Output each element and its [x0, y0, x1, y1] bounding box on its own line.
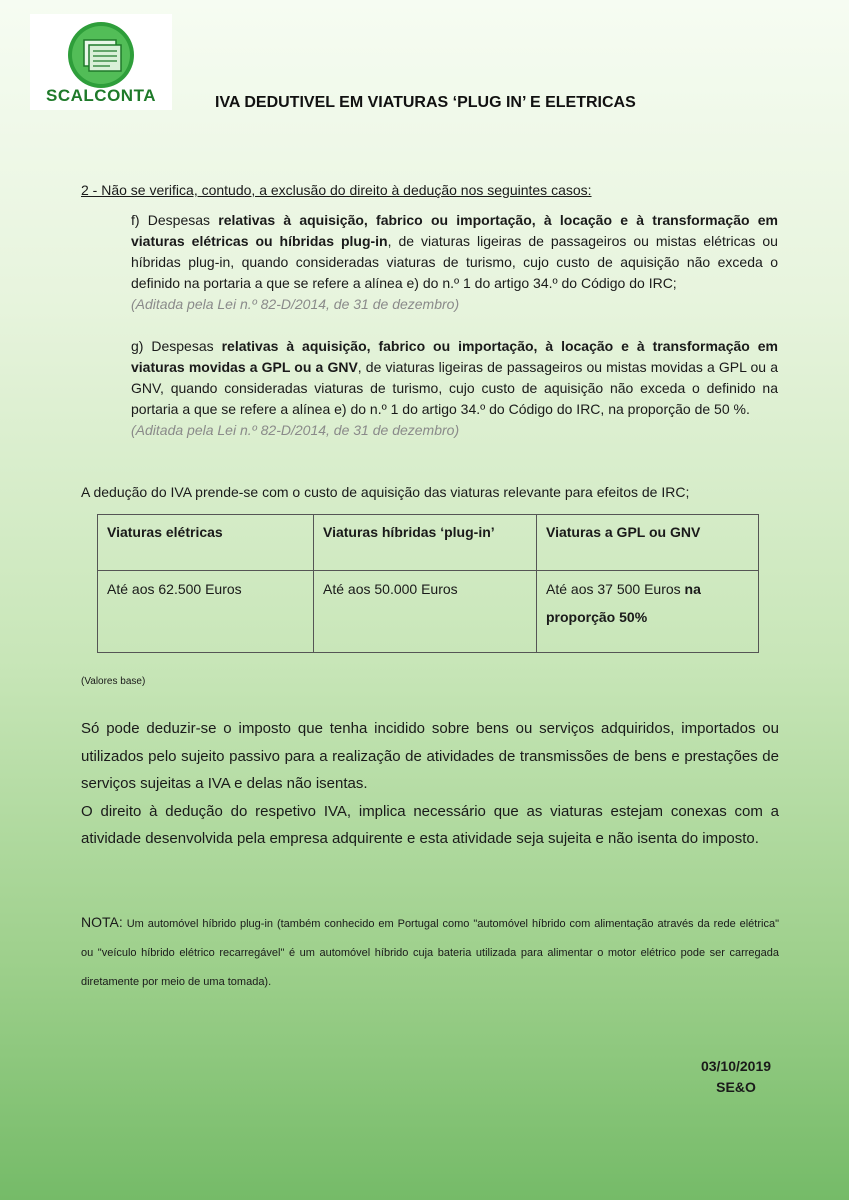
body-paragraphs — [81, 715, 779, 853]
cell-electric: Até aos 62.500 Euros — [98, 571, 314, 653]
intro-line: 2 - Não se verifica, contudo, a exclusão do direito à dedução nos seguintes casos: — [81, 182, 592, 198]
vehicle-value-table — [97, 514, 759, 653]
header-electric: Viaturas elétricas — [98, 515, 314, 571]
clause-g-note: (Aditada pela Lei n.º 82-D/2014, de 31 de dezembro) — [131, 422, 460, 438]
page-title: IVA DEDUTIVEL EM VIATURAS ‘PLUG IN’ E ELETRICAS — [215, 94, 636, 111]
table-row — [98, 571, 759, 653]
clause-f-bold: relativas à aquisição, fabrico ou importação, à locação e à transformação em viaturas elétricas ou híbridas plug-in — [131, 212, 779, 249]
company-logo — [30, 14, 172, 110]
cell-hybrid: Até aos 50.000 Euros — [314, 571, 537, 653]
clause-f — [131, 210, 778, 315]
nota-label: NOTA: — [81, 914, 123, 930]
table-header-row — [98, 515, 759, 571]
nota-block — [81, 908, 779, 997]
footer-signature — [690, 1056, 782, 1098]
cell-gpl — [537, 571, 759, 653]
green-circle-documents-icon — [62, 20, 140, 90]
clause-f-pre: f) Despesas — [131, 212, 219, 228]
footer-date: 03/10/2019 — [700, 1058, 772, 1074]
clause-f-post: , de viaturas ligeiras de passageiros ou mistas elétricas ou híbridas plug-in, quando consideradas viaturas de turismo, cujo custo de aquisição não exceda o definido na portaria a que se refere a alínea e) do n.º 1 do artigo 34.º do Código do IRC; — [131, 233, 778, 291]
header-gpl: Viaturas a GPL ou GNV — [537, 515, 759, 571]
cell-gpl-bold: na proporção 50% — [546, 581, 701, 625]
clause-f-note: (Aditada pela Lei n.º 82-D/2014, de 31 de dezembro) — [131, 296, 460, 312]
paragraph-2: O direito à dedução do respetivo IVA, implica necessário que as viaturas estejam conexas com a atividade desenvolvida pela empresa adquirente e esta atividade seja sujeita e não isenta do imposto. — [81, 802, 779, 847]
nota-text: Um automóvel híbrido plug-in (também conhecido em Portugal como "automóvel híbrido com alimentação através da rede elétrica" ou "veículo híbrido elétrico recarregável" é um automóvel híbrido cuja bateria utilizada para alimentar o motor elétrico pode ser carregada diretamente por meio de uma tomada). — [81, 918, 779, 988]
clause-g-bold: relativas à aquisição, fabrico ou importação, à locação e à transformação em viaturas movidas a GPL ou a GNV — [131, 338, 779, 375]
clause-g-pre: g) Despesas — [131, 338, 222, 354]
logo-text: SCALCONTA — [46, 86, 156, 105]
clause-g-post: , de viaturas ligeiras de passageiros ou mistas movidas a GPL ou a GNV, quando consideradas viaturas de turismo, cujo custo de aquisição não exceda o definido na portaria a que se refere a alínea e) do n.º 1 do artigo 34.º do Código do IRC, na proporção de 50 %. — [131, 359, 778, 417]
clause-g — [131, 336, 778, 441]
footer-initials: SE&O — [716, 1079, 756, 1095]
values-note: (Valores base) — [81, 676, 146, 687]
paragraph-1: Só pode deduzir-se o imposto que tenha incidido sobre bens ou serviços adquiridos, importados ou utilizados pelo sujeito passivo para a realização de atividades de transmissões de bens e prestações de serviços sujeitas a IVA e delas não isentas. — [81, 720, 779, 792]
header-hybrid: Viaturas híbridas ‘plug-in’ — [314, 515, 537, 571]
deduction-line: A dedução do IVA prende-se com o custo de aquisição das viaturas relevante para efeitos de IRC; — [81, 484, 690, 500]
cell-gpl-pre: Até aos 37 500 Euros — [546, 581, 685, 597]
